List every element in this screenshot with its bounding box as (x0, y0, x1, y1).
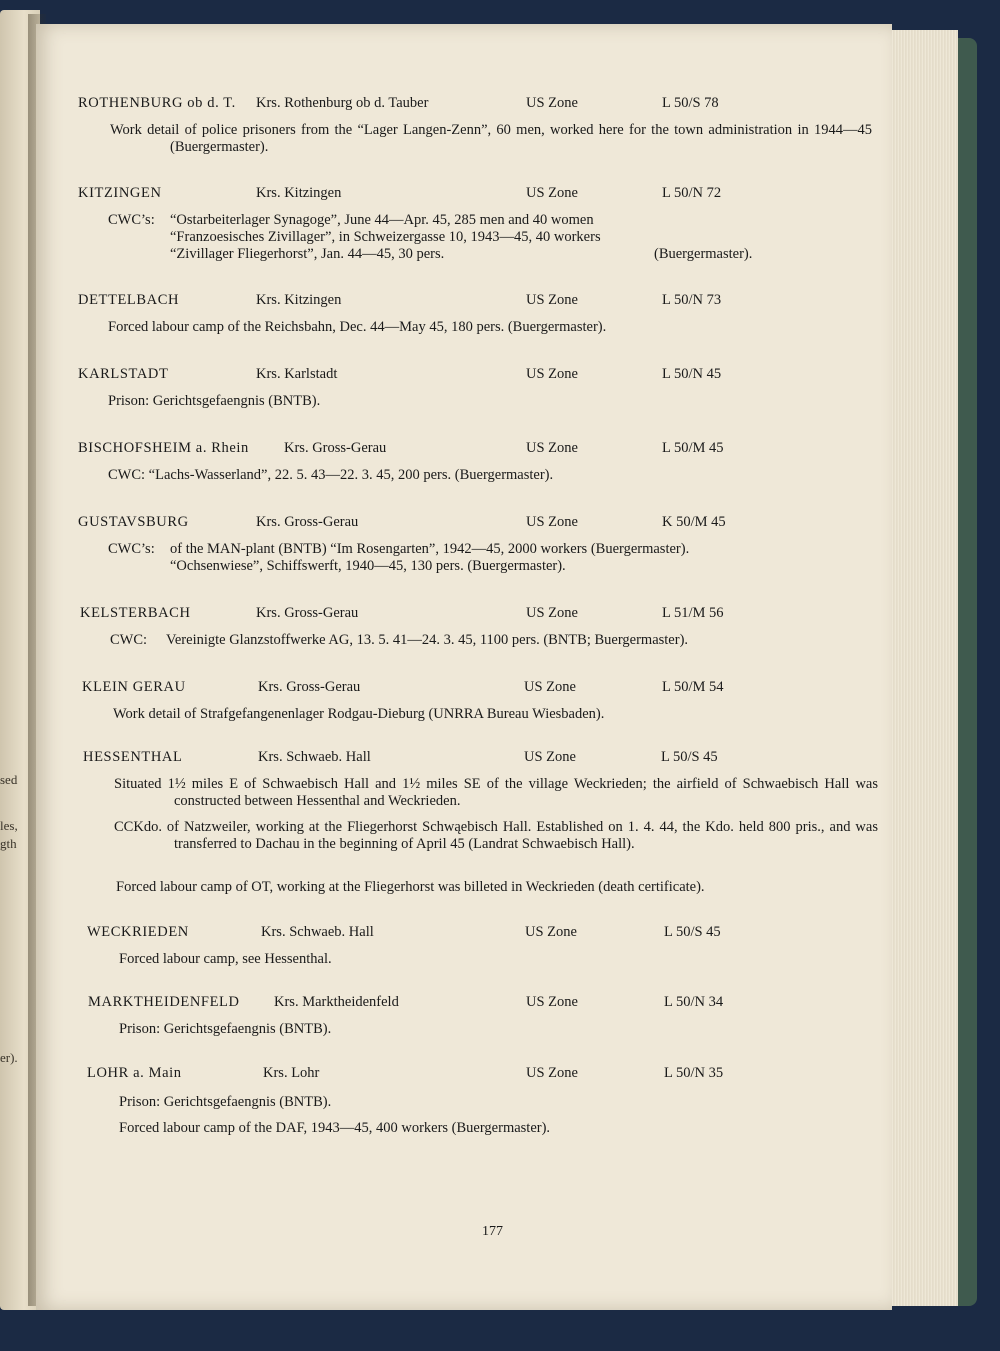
place-name: BISCHOFSHEIM a. Rhein (78, 440, 249, 456)
grid-reference: L 51/M 56 (662, 605, 724, 621)
entry-paragraph: CCKdo. of Natzweiler, working at the Fliegerhorst Schwąebisch Hall. Established on 1. 4. 44, the Kdo. held 800 pris., and was transferred to Dachau in the beginning of April 45 (Landrat Schwaebisch Hall). (114, 819, 878, 852)
grid-reference: L 50/S 45 (664, 924, 721, 940)
entry-text: Forced labour camp of the Reichsbahn, Dec. 44—May 45, 180 pers. (Buergermaster). (108, 319, 607, 335)
source-note: (Buergermaster). (654, 246, 753, 262)
place-name: GUSTAVSBURG (78, 514, 189, 530)
zone: US Zone (526, 95, 578, 111)
entry-heading (87, 1065, 847, 1085)
zone: US Zone (526, 605, 578, 621)
entry-paragraph: Situated 1½ miles E of Schwaebisch Hall and 1½ miles SE of the village Weckrieden; the airfield of Schwaebisch Hall was constructed between Hessenthal and Weckrieden. (114, 776, 878, 809)
zone: US Zone (526, 292, 578, 308)
place-name: MARKTHEIDENFELD (88, 994, 240, 1010)
grid-reference: L 50/M 54 (662, 679, 724, 695)
grid-reference: L 50/S 45 (661, 749, 718, 765)
entry-text: Prison: Gerichtsgefaengnis (BNTB). (119, 1021, 332, 1037)
zone: US Zone (526, 440, 578, 456)
entry-heading (78, 95, 838, 115)
district: Krs. Kitzingen (256, 185, 342, 201)
entry-heading (78, 514, 838, 534)
district: Krs. Lohr (263, 1065, 320, 1081)
entry-text: Forced labour camp, see Hessenthal. (119, 951, 332, 967)
zone: US Zone (526, 185, 578, 201)
grid-reference: L 50/N 45 (662, 366, 722, 382)
entry-heading (88, 994, 848, 1014)
grid-reference: L 50/N 72 (662, 185, 722, 201)
zone: US Zone (524, 749, 576, 765)
place-name: KELSTERBACH (80, 605, 191, 621)
district: Krs. Karlstadt (256, 366, 338, 382)
cwc-label: CWC’s: (108, 541, 155, 557)
place-name: LOHR a. Main (87, 1065, 182, 1081)
entry-text: Forced labour camp of the DAF, 1943—45, 400 workers (Buergermaster). (119, 1120, 551, 1136)
entry-heading (83, 749, 843, 769)
grid-reference: L 50/N 35 (664, 1065, 724, 1081)
zone: US Zone (524, 679, 576, 695)
entry-heading (78, 292, 838, 312)
entry-text: Work detail of Strafgefangenenlager Rodgau-Dieburg (UNRRA Bureau Wiesbaden). (113, 706, 605, 722)
entry-heading (82, 679, 842, 699)
place-name: KLEIN GERAU (82, 679, 186, 695)
entry-text: Work detail of police prisoners from the “Lager Langen-Zenn”, 60 men, worked here for the town administration in 1944—45 (Buergermaster). (110, 122, 872, 155)
grid-reference: L 50/N 34 (664, 994, 724, 1010)
entry-heading (78, 440, 838, 460)
grid-reference: L 50/S 78 (662, 95, 719, 111)
margin-fragment: sed (0, 772, 18, 787)
cwc-line: Vereinigte Glanzstoffwerke AG, 13. 5. 41—24. 3. 45, 1100 pers. (BNTB; Buergermaster). (166, 632, 689, 648)
entry-heading (87, 924, 847, 944)
page-stack-edge (888, 30, 958, 1306)
zone: US Zone (526, 366, 578, 382)
grid-reference: L 50/M 45 (662, 440, 724, 456)
district: Krs. Rothenburg ob d. Tauber (256, 95, 429, 111)
district: Krs. Marktheidenfeld (274, 994, 399, 1010)
entry-heading (78, 366, 838, 386)
district: Krs. Schwaeb. Hall (258, 749, 371, 765)
cwc-line: “Ochsenwiese”, Schiffswerft, 1940—45, 130 pers. (Buergermaster). (170, 558, 566, 574)
margin-fragment: les, (0, 818, 18, 833)
zone: US Zone (525, 924, 577, 940)
margin-fragment: gth (0, 836, 17, 851)
district: Krs. Gross-Gerau (256, 514, 359, 530)
zone: US Zone (526, 514, 578, 530)
book-page (36, 24, 892, 1310)
entry-heading (80, 605, 840, 625)
place-name: KITZINGEN (78, 185, 162, 201)
district: Krs. Gross-Gerau (258, 679, 361, 695)
page-number: 177 (482, 1224, 503, 1239)
grid-reference: L 50/N 73 (662, 292, 722, 308)
cwc-line: “Zivillager Fliegerhorst”, Jan. 44—45, 30 pers. (170, 246, 445, 262)
zone: US Zone (526, 1065, 578, 1081)
cwc-line: “Franzoesisches Zivillager”, in Schweizergasse 10, 1943—45, 40 workers (170, 229, 601, 245)
cwc-label: CWC’s: (108, 212, 155, 228)
place-name: DETTELBACH (78, 292, 180, 308)
district: Krs. Gross-Gerau (284, 440, 387, 456)
entry-text: Prison: Gerichtsgefaengnis (BNTB). (108, 393, 321, 409)
grid-reference: K 50/M 45 (662, 514, 726, 530)
place-name: WECKRIEDEN (87, 924, 189, 940)
district: Krs. Gross-Gerau (256, 605, 359, 621)
place-name: KARLSTADT (78, 366, 169, 382)
district: Krs. Kitzingen (256, 292, 342, 308)
zone: US Zone (526, 994, 578, 1010)
cwc-line: of the MAN-plant (BNTB) “Im Rosengarten”, 1942—45, 2000 workers (Buergermaster). (170, 541, 690, 557)
entry-text: CWC: “Lachs-Wasserland”, 22. 5. 43—22. 3. 45, 200 pers. (Buergermaster). (108, 467, 554, 483)
entry-heading (78, 185, 838, 205)
cwc-label: CWC: (110, 632, 148, 648)
place-name: HESSENTHAL (83, 749, 183, 765)
margin-fragment: er). (0, 1050, 18, 1065)
cwc-line: “Ostarbeiterlager Synagoge”, June 44—Apr. 45, 285 men and 40 women (170, 212, 594, 228)
entry-text: Prison: Gerichtsgefaengnis (BNTB). (119, 1094, 332, 1110)
entry-paragraph: Forced labour camp of OT, working at the Fliegerhorst was billeted in Weckrieden (death certificate). (116, 879, 705, 895)
district: Krs. Schwaeb. Hall (261, 924, 374, 940)
place-name: ROTHENBURG ob d. T. (78, 95, 236, 111)
